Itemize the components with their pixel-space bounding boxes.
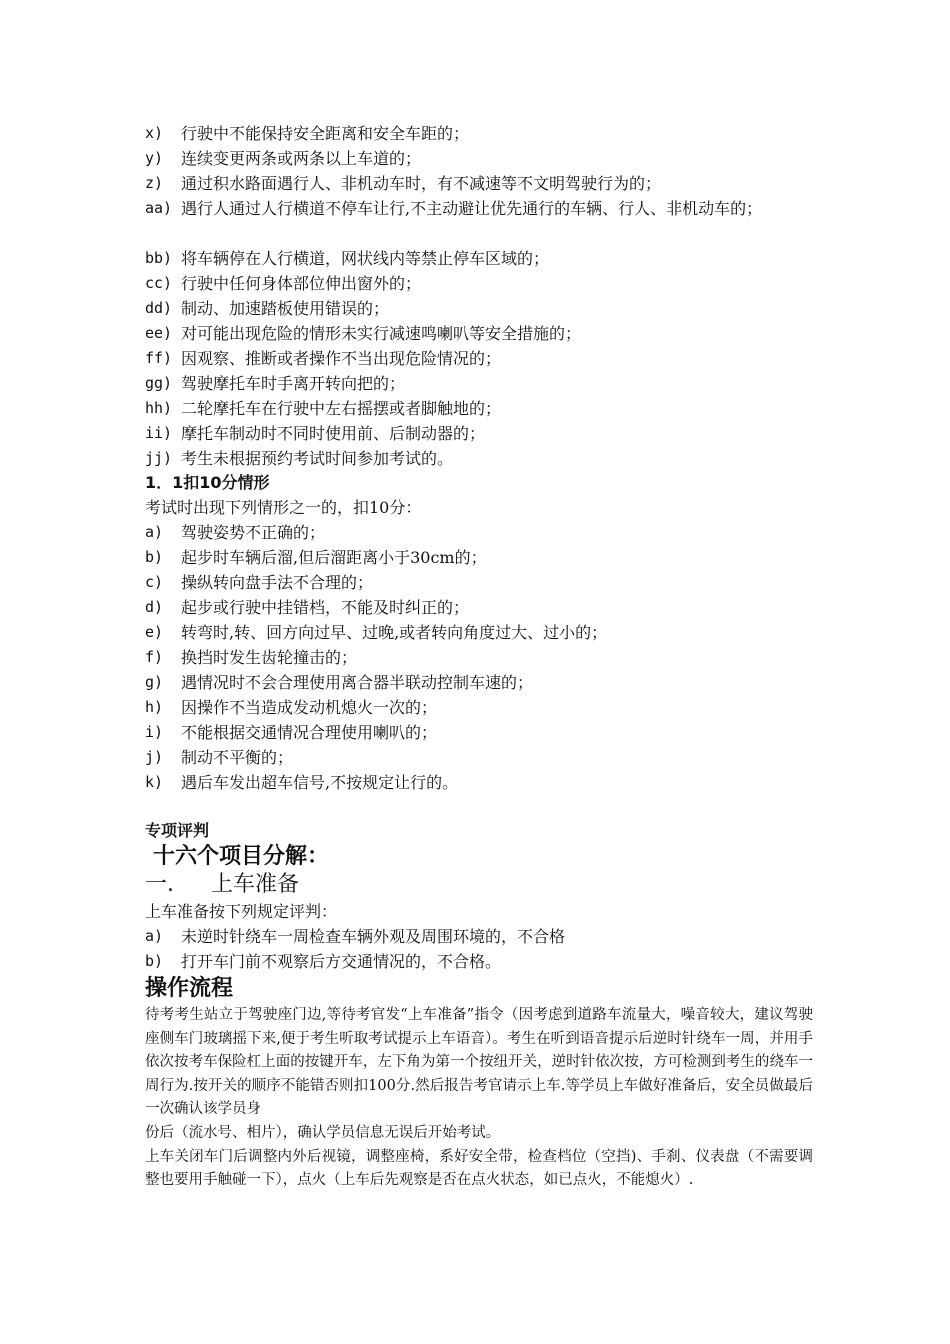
list-item bbox=[145, 620, 815, 645]
item-text: 因操作不当造成发动机熄火一次的； bbox=[181, 698, 438, 717]
item-text: 考生未根据预约考试时间参加考试的。 bbox=[181, 449, 454, 468]
item-marker: ee) bbox=[145, 324, 173, 342]
special-heading: 专项评判 bbox=[145, 821, 210, 840]
item-marker: a) bbox=[145, 523, 164, 541]
item-text: 遇行人通过人行横道不停车让行,不主动避让优先通行的车辆、行人、非机动车的； bbox=[181, 199, 763, 218]
item-marker: ff) bbox=[145, 349, 173, 367]
item-text: 操纵转向盘手法不合理的； bbox=[181, 573, 374, 592]
item-text: 制动、加速踏板使用错误的； bbox=[181, 299, 390, 318]
item-text: 摩托车制动时不同时使用前、后制动器的； bbox=[181, 424, 486, 443]
item-text: 因观察、推断或者操作不当出现危险情况的； bbox=[181, 349, 502, 368]
item-text: 二轮摩托车在行驶中左右摇摆或者脚触地的； bbox=[181, 399, 502, 418]
list-item bbox=[145, 371, 815, 396]
list-item bbox=[145, 595, 815, 620]
item-text: 遇情况时不会合理使用离合器半联动控制车速的； bbox=[181, 673, 534, 692]
special-intro: 上车准备按下列规定评判： bbox=[145, 902, 338, 921]
list-item bbox=[145, 770, 815, 795]
special-subheading: 十六个项目分解： bbox=[153, 844, 330, 869]
flow-paragraph-1-continued: 份后（流水号、相片），确认学员信息无误后开始考试。 bbox=[145, 1124, 501, 1141]
item-text: 未逆时针绕车一周检查车辆外观及周围环境的，不合格 bbox=[181, 927, 566, 946]
item-marker: y) bbox=[145, 149, 164, 167]
item-marker: c) bbox=[145, 573, 164, 591]
list-item bbox=[145, 695, 815, 720]
item-marker: k) bbox=[145, 773, 164, 791]
list-item bbox=[145, 146, 815, 171]
list-item bbox=[145, 121, 815, 146]
item-marker: f) bbox=[145, 648, 164, 666]
list-item bbox=[145, 645, 815, 670]
item-heading-number: 一. bbox=[145, 872, 174, 897]
list-item bbox=[145, 670, 815, 695]
list-item bbox=[145, 446, 815, 471]
item-marker: g) bbox=[145, 673, 164, 691]
top-list bbox=[145, 121, 815, 471]
item-marker: z) bbox=[145, 174, 164, 192]
item-text: 起步或行驶中挂错档，不能及时纠正的； bbox=[181, 598, 470, 617]
list-item bbox=[145, 321, 815, 346]
item-text: 转弯时,转、回方向过早、过晚,或者转向角度过大、过小的； bbox=[181, 623, 608, 642]
flow-heading: 操作流程 bbox=[145, 976, 234, 1001]
item-text: 打开车门前不观察后方交通情况的，不合格。 bbox=[181, 952, 502, 971]
item-heading bbox=[145, 871, 815, 899]
item-marker: b) bbox=[145, 952, 164, 970]
flow-paragraph-2: 上车关闭车门后调整内外后视镜，调整座椅，系好安全带，检查档位（空挡)、手刹、仪表盘（不需要调整也要用手触碰一下），点火（上车后先观察是否在点火状态，如已点火，不能熄火）. bbox=[145, 1148, 813, 1189]
list-item bbox=[145, 346, 815, 371]
item-marker: j) bbox=[145, 748, 164, 766]
list-item bbox=[145, 545, 815, 570]
item-marker: a) bbox=[145, 927, 164, 945]
list-item bbox=[145, 396, 815, 421]
section-intro: 考试时出现下列情形之一的，扣10分： bbox=[145, 498, 422, 517]
item-heading-title: 上车准备 bbox=[211, 872, 300, 897]
item-text: 连续变更两条或两条以上车道的； bbox=[181, 149, 422, 168]
item-text: 将车辆停在人行横道，网状线内等禁止停车区域的； bbox=[181, 249, 550, 268]
list-item bbox=[145, 271, 815, 296]
section-heading-10-points: 1．1扣10分情形 bbox=[145, 473, 270, 492]
item-marker: aa) bbox=[145, 199, 173, 217]
item-marker: x) bbox=[145, 124, 164, 142]
item-text: 驾驶姿势不正确的； bbox=[181, 523, 326, 542]
list-item bbox=[145, 720, 815, 745]
item-marker: d) bbox=[145, 598, 164, 616]
list-item bbox=[145, 520, 815, 545]
item-text: 换挡时发生齿轮撞击的； bbox=[181, 648, 358, 667]
list-item bbox=[145, 745, 815, 770]
item-marker: dd) bbox=[145, 299, 173, 317]
item-text: 行驶中不能保持安全距离和安全车距的； bbox=[181, 124, 470, 143]
list-item bbox=[145, 171, 815, 196]
item-marker: ii) bbox=[145, 424, 173, 442]
list-item bbox=[145, 924, 815, 949]
list-item bbox=[145, 296, 815, 321]
item-marker: b) bbox=[145, 548, 164, 566]
item-marker: bb) bbox=[145, 249, 173, 267]
item-marker: jj) bbox=[145, 449, 173, 467]
item-marker: gg) bbox=[145, 374, 173, 392]
item-marker: cc) bbox=[145, 274, 173, 292]
list-item bbox=[145, 246, 815, 271]
item-marker: h) bbox=[145, 698, 164, 716]
content-column bbox=[145, 121, 815, 1193]
list-item bbox=[145, 949, 815, 974]
spacer bbox=[145, 795, 815, 819]
item-text: 遇后车发出超车信号,不按规定让行的。 bbox=[181, 773, 459, 792]
item-text: 不能根据交通情况合理使用喇叭的； bbox=[181, 723, 438, 742]
item-text: 行驶中任何身体部位伸出窗外的； bbox=[181, 274, 422, 293]
list-item bbox=[145, 196, 815, 246]
list-item bbox=[145, 570, 815, 595]
list-item bbox=[145, 421, 815, 446]
item-marker: i) bbox=[145, 723, 164, 741]
item-text: 制动不平衡的； bbox=[181, 748, 294, 767]
deduction-list bbox=[145, 520, 815, 795]
item-text: 通过积水路面遇行人、非机动车时，有不减速等不文明驾驶行为的； bbox=[181, 174, 662, 193]
item-text: 驾驶摩托车时手离开转向把的； bbox=[181, 374, 406, 393]
item-marker: hh) bbox=[145, 399, 173, 417]
item-marker: e) bbox=[145, 623, 164, 641]
item-text: 对可能出现危险的情形未实行减速鸣喇叭等安全措施的； bbox=[181, 324, 582, 343]
flow-paragraph-1: 待考考生站立于驾驶座门边,等待考官发“上车准备”指令（因考虑到道路车流量大，噪音较大，建议驾驶座侧车门玻璃摇下来,便于考生听取考试提示上车语音）。考生在听到语音提示后逆时针绕车一周，并用手依次按考车保险杠上面的按键开车，左下角为第一个按纽开关，逆时针依次按，方可检测到考生的绕车一周行为.按开关的顺序不能错否则扣100分.然后报告考官请示上车.等学员上车做好准备后，安全员做最后一次确认该学员身 bbox=[145, 1007, 813, 1118]
item-text: 起步时车辆后溜,但后溜距离小于30cm的； bbox=[181, 548, 487, 567]
